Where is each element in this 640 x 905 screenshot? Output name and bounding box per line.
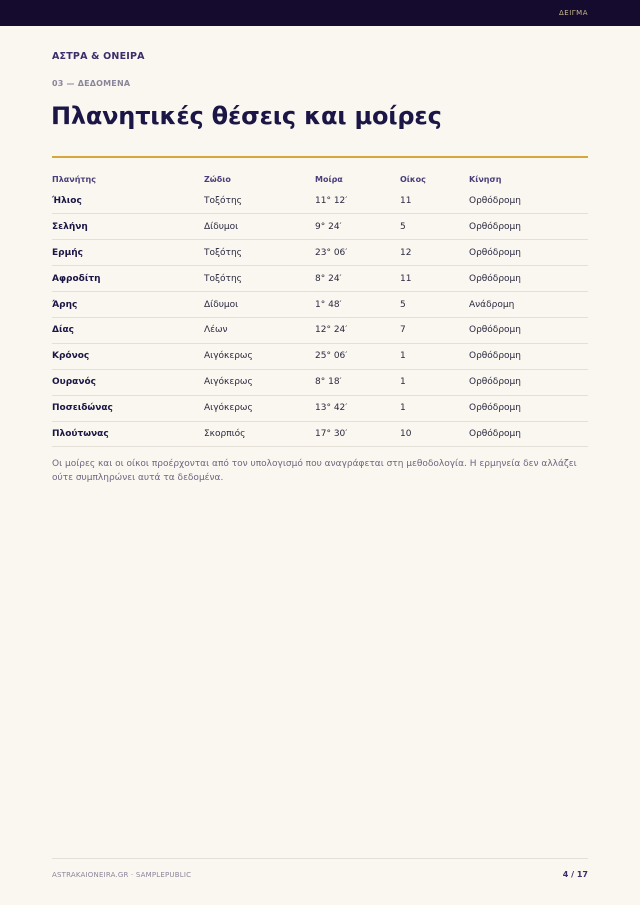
cell-sign: Αιγόκερως <box>204 369 315 395</box>
table-row <box>52 343 588 369</box>
table-row <box>52 214 588 240</box>
cell-motion: Ορθόδρομη <box>469 188 588 214</box>
cell-house: 5 <box>400 292 469 318</box>
cell-motion: Ορθόδρομη <box>469 214 588 240</box>
column-header-house: Οίκος <box>400 174 426 184</box>
cell-house: 1 <box>400 395 469 421</box>
table-row <box>52 240 588 266</box>
cell-house: 7 <box>400 317 469 343</box>
table-row <box>52 266 588 292</box>
cell-degree: 11° 12′ <box>315 188 400 214</box>
cell-house: 11 <box>400 188 469 214</box>
cell-house: 1 <box>400 369 469 395</box>
cell-sign: Τοξότης <box>204 188 315 214</box>
title-divider <box>52 156 588 158</box>
brand-name: ΑΣΤΡΑ & ΟΝΕΙΡΑ <box>52 51 145 62</box>
cell-house: 5 <box>400 214 469 240</box>
cell-sign: Δίδυμοι <box>204 214 315 240</box>
cell-planet: Ουρανός <box>52 369 204 395</box>
cell-planet: Αφροδίτη <box>52 266 204 292</box>
cell-motion: Ορθόδρομη <box>469 266 588 292</box>
cell-degree: 25° 06′ <box>315 343 400 369</box>
cell-planet: Σελήνη <box>52 214 204 240</box>
cell-motion: Ορθόδρομη <box>469 343 588 369</box>
cell-sign: Τοξότης <box>204 240 315 266</box>
cell-sign: Σκορπιός <box>204 421 315 447</box>
sample-tag: ΔΕΙΓΜΑ <box>558 9 588 17</box>
cell-motion: Ορθόδρομη <box>469 317 588 343</box>
cell-degree: 9° 24′ <box>315 214 400 240</box>
cell-sign: Δίδυμοι <box>204 292 315 318</box>
cell-planet: Πλούτωνας <box>52 421 204 447</box>
cell-motion: Ορθόδρομη <box>469 240 588 266</box>
table-row <box>52 317 588 343</box>
cell-house: 11 <box>400 266 469 292</box>
cell-degree: 13° 42′ <box>315 395 400 421</box>
footer-site: ASTRAKAIONEIRA.GR · SAMPLEPUBLIC <box>52 871 192 879</box>
table-header-row <box>52 170 588 188</box>
cell-sign: Τοξότης <box>204 266 315 292</box>
table-row <box>52 369 588 395</box>
cell-sign: Λέων <box>204 317 315 343</box>
cell-motion: Ανάδρομη <box>469 292 588 318</box>
cell-planet: Δίας <box>52 317 204 343</box>
table-row <box>52 188 588 214</box>
cell-house: 1 <box>400 343 469 369</box>
cell-degree: 1° 48′ <box>315 292 400 318</box>
cell-planet: Κρόνος <box>52 343 204 369</box>
cell-degree: 8° 24′ <box>315 266 400 292</box>
top-bar <box>0 0 640 26</box>
section-label: 03 — ΔΕΔΟΜΕΝΑ <box>52 79 131 88</box>
methodology-note: Οι μοίρες και οι οίκοι προέρχονται από τον υπολογισμό που αναγράφεται στη μεθοδολογία. Η ερμηνεία δεν αλλάζει ούτε συμπληρώνει αυτά τα δεδομένα. <box>52 459 577 483</box>
page-number: 4 / 17 <box>562 870 588 879</box>
cell-degree: 17° 30′ <box>315 421 400 447</box>
column-header-motion: Κίνηση <box>469 174 502 184</box>
cell-motion: Ορθόδρομη <box>469 421 588 447</box>
column-header-planet: Πλανήτης <box>52 174 96 184</box>
cell-motion: Ορθόδρομη <box>469 395 588 421</box>
cell-house: 12 <box>400 240 469 266</box>
cell-motion: Ορθόδρομη <box>469 369 588 395</box>
cell-planet: Ήλιος <box>52 188 204 214</box>
cell-house: 10 <box>400 421 469 447</box>
planet-positions-table <box>52 170 588 447</box>
cell-degree: 23° 06′ <box>315 240 400 266</box>
footer-divider <box>52 858 588 859</box>
table-row <box>52 421 588 447</box>
cell-degree: 8° 18′ <box>315 369 400 395</box>
cell-sign: Αιγόκερως <box>204 343 315 369</box>
table-row <box>52 395 588 421</box>
cell-degree: 12° 24′ <box>315 317 400 343</box>
page-title: Πλανητικές θέσεις και μοίρες <box>51 102 442 130</box>
cell-planet: Ερμής <box>52 240 204 266</box>
cell-planet: Άρης <box>52 292 204 318</box>
column-header-degree: Μοίρα <box>315 174 343 184</box>
cell-sign: Αιγόκερως <box>204 395 315 421</box>
table-row <box>52 292 588 318</box>
column-header-sign: Ζώδιο <box>204 174 231 184</box>
cell-planet: Ποσειδώνας <box>52 395 204 421</box>
